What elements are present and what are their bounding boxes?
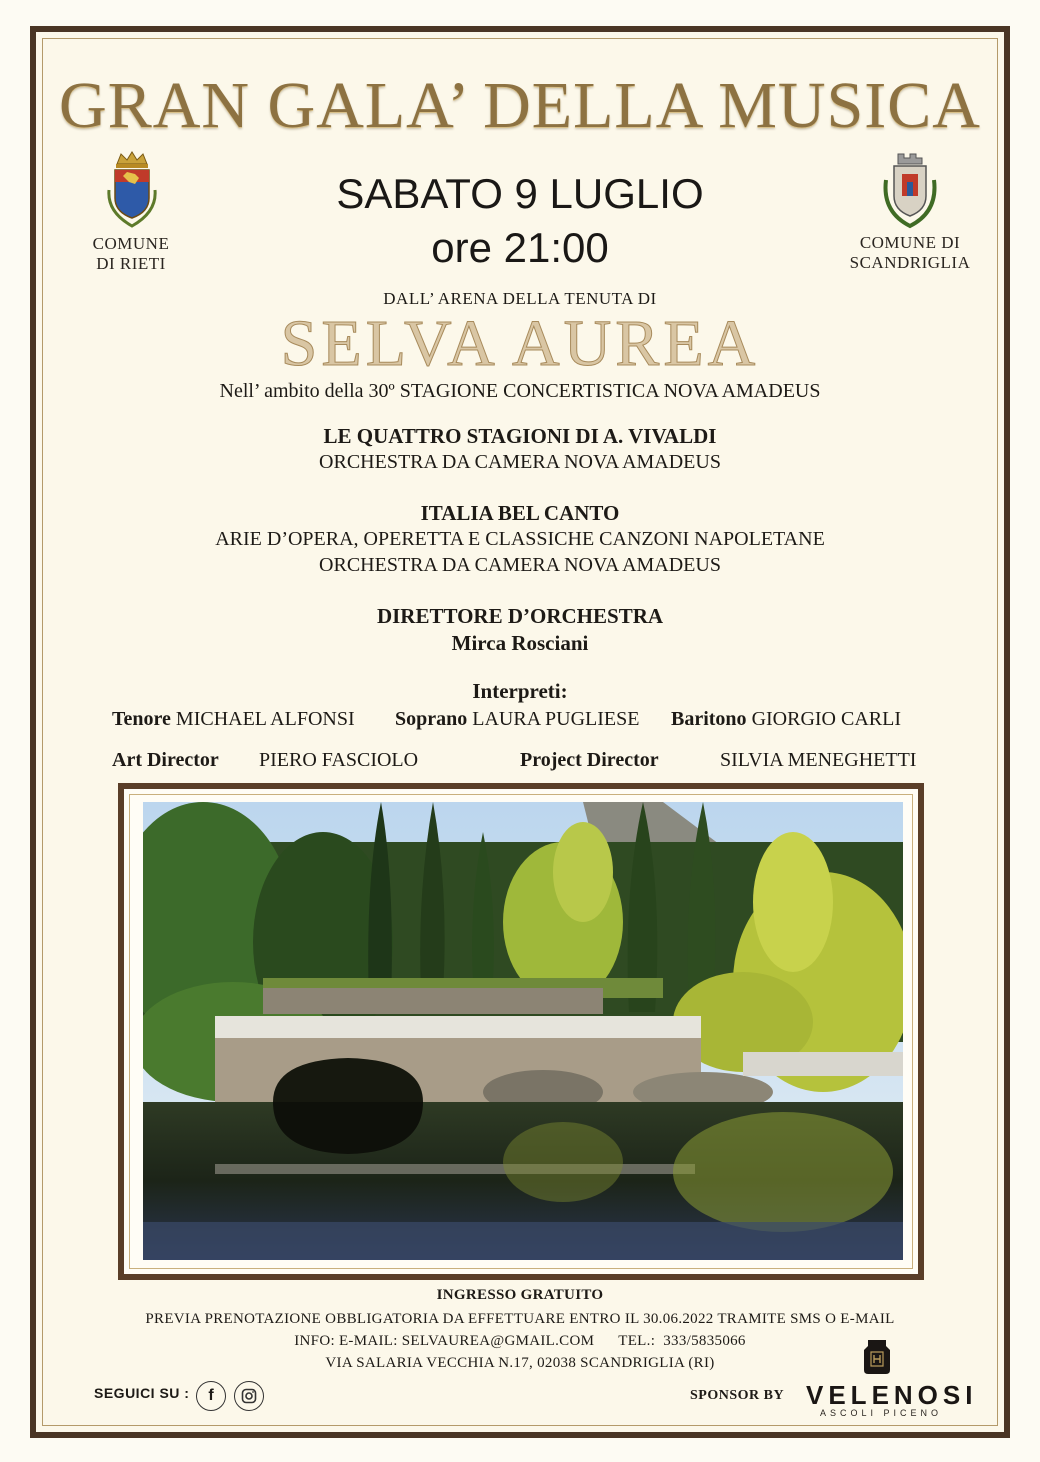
free-entry: INGRESSO GRATUITO: [436, 1287, 604, 1303]
comune-scandriglia-label: COMUNE DI SCANDRIGLIA: [849, 233, 971, 272]
sponsor-city: ASCOLI PICENO: [819, 1408, 943, 1418]
booking-info: PREVIA PRENOTAZIONE OBBLIGATORIA DA EFFETTUARE ENTRO IL 30.06.2022 TRAMITE SMS O E-MAIL: [145, 1311, 895, 1327]
event-date: SABATO 9 LUGLIO: [336, 170, 704, 217]
conductor-role: DIRETTORE D’ORCHESTRA: [376, 604, 664, 628]
art-director-name: PIERO FASCIOLO: [259, 749, 419, 771]
poster-title: GRAN GALA’ DELLA MUSICA: [59, 69, 981, 142]
cast-role: Baritono: [671, 708, 747, 730]
venue-intro: DALL’ ARENA DELLA TENUTA DI: [383, 289, 657, 308]
program-1-line: ORCHESTRA DA CAMERA NOVA AMADEUS: [319, 451, 721, 473]
project-director-name: SILVIA MENEGHETTI: [720, 749, 917, 771]
conductor-name: Mirca Rosciani: [451, 631, 589, 655]
cast-soprano: [395, 708, 639, 731]
cast-name: MICHAEL ALFONSI: [175, 708, 355, 730]
sponsor-emblem-icon: [862, 1336, 892, 1376]
program-2-title: ITALIA BEL CANTO: [420, 501, 620, 525]
venue-photo: [143, 802, 903, 1260]
cast-name: GIORGIO CARLI: [751, 708, 901, 730]
season-text: Nell’ ambito della 30º STAGIONE CONCERTISTICA NOVA AMADEUS: [219, 380, 821, 402]
social-label: SEGUICI SU :: [94, 1385, 190, 1401]
cast-role: Soprano: [395, 708, 468, 730]
program-2-line-1: ARIE D’OPERA, OPERETTA E CLASSICHE CANZONI NAPOLETANE: [215, 528, 825, 550]
comune-rieti-label: COMUNE DI RIETI: [92, 234, 170, 273]
venue-name: SELVA AUREA: [280, 307, 760, 380]
cast-role: Tenore: [112, 708, 171, 730]
sponsor-label: SPONSOR BY: [690, 1388, 785, 1403]
cast-tenore: [112, 708, 355, 731]
instagram-icon[interactable]: [234, 1381, 264, 1411]
director-role: Project Director: [520, 749, 659, 771]
facebook-icon[interactable]: f: [196, 1381, 226, 1411]
program-2-line-2: ORCHESTRA DA CAMERA NOVA AMADEUS: [319, 554, 721, 576]
cast-baritono: [671, 708, 901, 731]
sponsor-name: VELENOSI: [806, 1380, 978, 1410]
art-director-role: [112, 749, 219, 772]
contact-info: INFO: E-MAIL: SELVAUREA@GMAIL.COM TEL.: 333/5835066: [294, 1333, 746, 1349]
director-role: Art Director: [112, 749, 219, 771]
project-director-role: [520, 749, 659, 772]
address: VIA SALARIA VECCHIA N.17, 02038 SCANDRIGLIA (RI): [325, 1355, 715, 1371]
cast-name: LAURA PUGLIESE: [472, 708, 640, 730]
event-time: ore 21:00: [431, 224, 609, 271]
interpreti-label: Interpreti:: [472, 679, 568, 703]
program-1-title: LE QUATTRO STAGIONI DI A. VIVALDI: [323, 424, 717, 448]
